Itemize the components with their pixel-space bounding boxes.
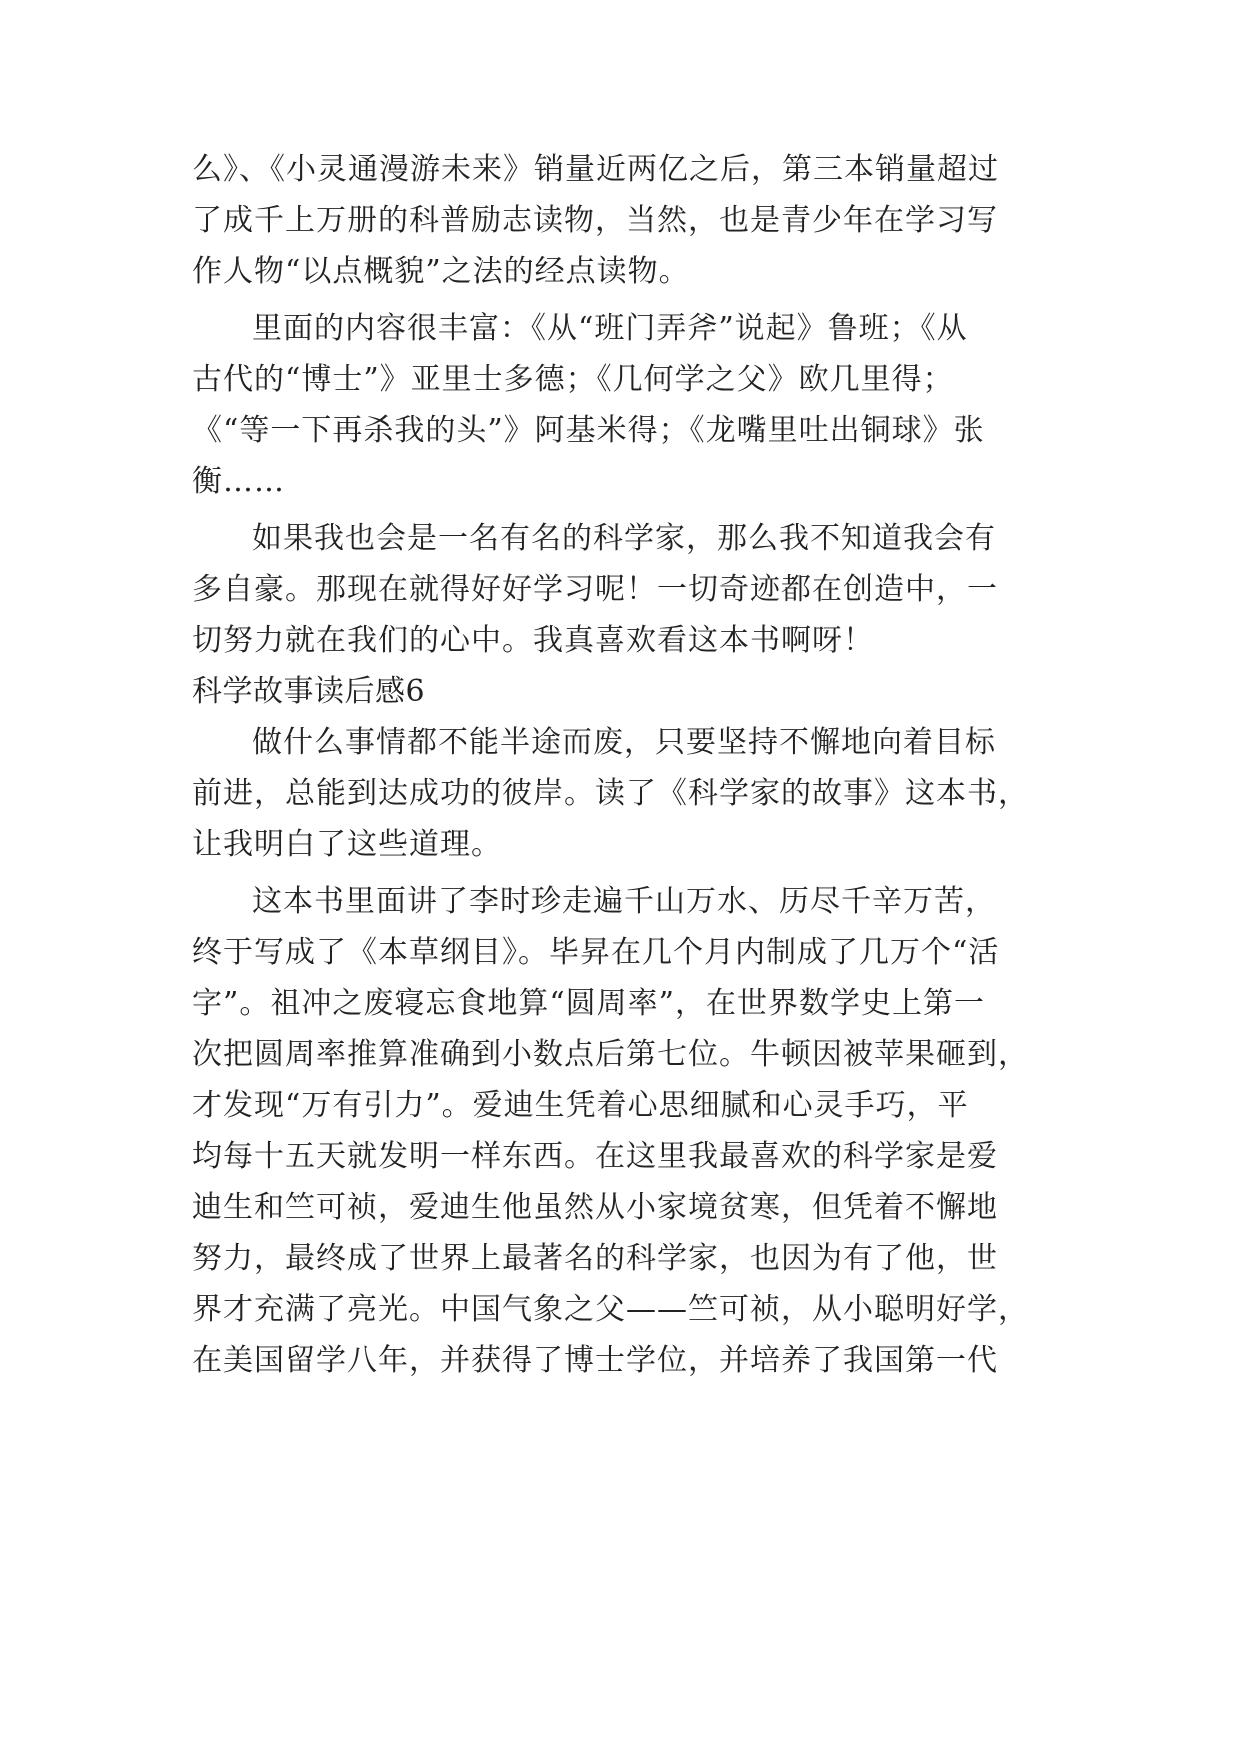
text-line: 次把圆周率推算准确到小数点后第七位。牛顿因被苹果砸到， bbox=[192, 1037, 1029, 1072]
text-line: 在美国留学八年，并获得了博士学位，并培养了我国第一代 bbox=[192, 1343, 998, 1378]
text-line: 均每十五天就发明一样东西。在这里我最喜欢的科学家是爱 bbox=[192, 1139, 998, 1174]
text-line: 《“等一下再杀我的头”》阿基米得；《龙嘴里吐出铜球》张 bbox=[192, 413, 985, 448]
text-line: 终于写成了《本草纲目》。毕昇在几个月内制成了几万个“活 bbox=[192, 935, 1000, 970]
text-line: 才发现“万有引力”。爱迪生凭着心思细腻和心灵手巧，平 bbox=[192, 1088, 969, 1123]
section-heading: 科学故事读后感6 bbox=[192, 674, 426, 709]
text-line: 么》、《小灵通漫游未来》销量近两亿之后，第三本销量超过 bbox=[192, 152, 999, 187]
paragraph-first-line: 这本书里面讲了李时珍走遍千山万水、历尽千辛万苦， bbox=[252, 884, 996, 919]
text-line: 衡…… bbox=[192, 464, 285, 499]
text-line: 界才充满了亮光。中国气象之父——竺可祯，从小聪明好学， bbox=[192, 1292, 1029, 1327]
paragraph-first-line: 里面的内容很丰富：《从“班门弄斧”说起》鲁班；《从 bbox=[252, 311, 968, 346]
text-line: 了成千上万册的科普励志读物，当然，也是青少年在学习写 bbox=[192, 203, 998, 238]
text-line: 字”。祖冲之废寝忘食地算“圆周率”，在世界数学史上第一 bbox=[192, 986, 986, 1021]
text-line: 切努力就在我们的心中。我真喜欢看这本书啊呀！ bbox=[192, 623, 874, 658]
text-line: 前进，总能到达成功的彼岸。读了《科学家的故事》这本书， bbox=[192, 776, 1029, 811]
paragraph-first-line: 如果我也会是一名有名的科学家，那么我不知道我会有 bbox=[252, 521, 996, 556]
paragraph-first-line: 做什么事情都不能半途而废，只要坚持不懈地向着目标 bbox=[252, 725, 996, 760]
text-line: 努力，最终成了世界上最著名的科学家，也因为有了他，世 bbox=[192, 1241, 998, 1276]
text-line: 迪生和竺可祯，爱迪生他虽然从小家境贫寒，但凭着不懈地 bbox=[192, 1190, 998, 1225]
text-line: 多自豪。那现在就得好好学习呢！一切奇迹都在创造中，一 bbox=[192, 572, 998, 607]
text-line: 作人物“以点概貌”之法的经点读物。 bbox=[192, 254, 690, 289]
text-line: 让我明白了这些道理。 bbox=[192, 827, 502, 862]
text-line: 古代的“博士”》亚里士多德；《几何学之父》欧几里得； bbox=[192, 362, 954, 397]
